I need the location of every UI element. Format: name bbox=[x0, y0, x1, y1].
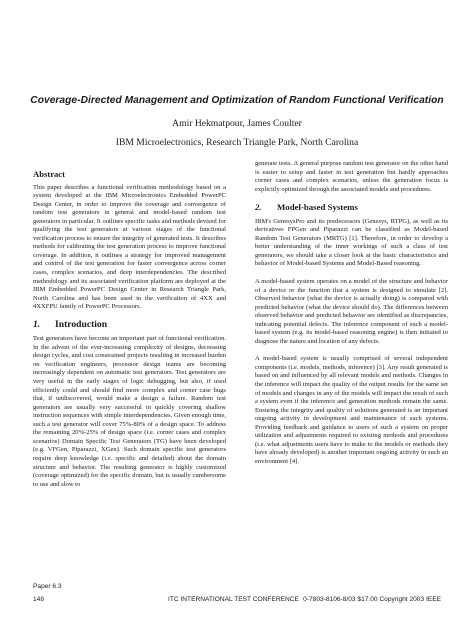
section-2-paragraph: A model-based system operates on a model of the structure and behavior of a device or the function that a system is designed to simulate [2]. Observed behavior (what the device is actually doing) is compared with predicted behavior (what the device should do). The differences between observed behavior and predicted behavior are identified as discrepancies, indicating potential defects. The inference component of such a model-based system (e.g. its model-based reasoning engine) is then initiated to diagnose the nature and location of any defects. bbox=[255, 278, 448, 345]
left-column bbox=[33, 160, 226, 498]
abstract-text: This paper describes a functional verification methodology based on a system developed at the IBM Microelectronics Embedded PowerPC Design Center, in order to improve the coverage and convergence of random test generators in general and model-based random test generators in particular. It outlines specific tasks and methods devised for qualifying the test generators at various stages of the functional verification process to ensure the integrity of generated tests. It describes methods for calibrating the test generation process to improve functional coverage. In addition, it outlines a strategy for improved management and control of the test generation for faster convergence across corner cases, complex scenarios, and deep interdependencies. The described methodology and its associated verification platform are deployed at the IBM Embedded PowerPC Design Center in Research Triangle Park, North Carolina and has been used in the verification of 4XX and 4XXFPU family of PowerPC Processors. bbox=[33, 183, 226, 311]
footer-line bbox=[33, 596, 441, 603]
right-column bbox=[255, 160, 448, 476]
section-2-number: 2. bbox=[255, 202, 262, 213]
right-intro-text: generate tests. A general purpose random test generator on the other hand is easier to setup and faster in test generation but hardly approaches corner cases and complex scenarios, unless the generation focus is explicitly optimized through the associated models and procedures. bbox=[255, 160, 448, 193]
footer-conference: ITC INTERNATIONAL TEST CONFERENCE bbox=[168, 596, 299, 603]
section-1-number: 1. bbox=[33, 318, 41, 330]
footer-copyright: 0-7803-8106-8/03 $17.00 Copyright 2003 IEEE bbox=[303, 596, 441, 603]
section-2-paragraph: IBM's GenesysPro and its predecessors (Genesys, RTPG), as well as its derivatives FPGen and Piparazzi can be classified as Model-based Random Test Generators (MRTG) [1]. Therefore, in order to develop a better understanding of the inner workings of such a class of test generators, we should take a closer look at the basic characteristics and behavior of Model-based Systems and Model-Based reasoning. bbox=[255, 217, 448, 268]
abstract-heading: Abstract bbox=[33, 169, 65, 179]
paper-title: Coverage-Directed Management and Optimization of Random Functional Verification bbox=[30, 95, 444, 106]
paper-authors: Amir Hekmatpour, James Coulter bbox=[172, 118, 302, 129]
section-2-paragraph: A model-based system is usually comprised of several independent components (i.e. models, methods, inference) [3]. Any result generated is based on and influenced by all relevant models and methods. Changes in the inference will impact the quality of the output results for the same set of models and changes in any of the models will impact the result of such a system even if the inference and generation methods remain the same. Ensuring the integrity and quality of solutions generated is an important ongoing activity in development and maintenance of such systems. Providing feedback and guidance to users of such a system on proper utilization and adjustments required to existing methods and procedures (i.e. what adjustments users have to make to the models or methods they have already developed) is another important ongoing activity in such an environment [4]. bbox=[255, 355, 448, 465]
section-1-text: Test generators have become an important part of functional verification. In the advent of the ever-increasing complexity of designs, decreasing design cycles, and cost constrained projects resulting in increased burden on verification engineers, processor design teams are becoming increasingly dependent on automatic test generators. Test generators are very useful in the early stages of logic debugging, but also, if used efficiently could and should find more complex and corner case bugs that, if undiscovered, would make a design a failure. Random test generators are usually very successful in quickly covering shallow instruction sequences with simple interdependencies. Given enough time, such a test generator will cover 75%-80% of a design space. To address the remaining 20%-25% of design space (i.e. corner cases and complex scenarios) Domain Specific Test Generators (TG) have been developed (e.g. VFGen, Piparazzi, XGen). Such domain specific test generators require deep knowledge (i.e. specific and detailed) about the domain structure and behavior. The resulting generator is highly customized (coverage optimized) for the specific domain, but is usually cumbersome to use and slow to bbox=[33, 335, 226, 488]
footer-paper-number: Paper 6.3 bbox=[33, 583, 62, 590]
footer-page-number: 148 bbox=[33, 596, 45, 603]
section-2-title: Model-based Systems bbox=[277, 202, 358, 213]
section-1-title: Introduction bbox=[55, 318, 108, 330]
paper-affiliation: IBM Microelectronics, Research Triangle Park, North Carolina bbox=[115, 137, 359, 148]
section-1-heading bbox=[33, 318, 226, 330]
section-2-heading bbox=[255, 203, 448, 212]
